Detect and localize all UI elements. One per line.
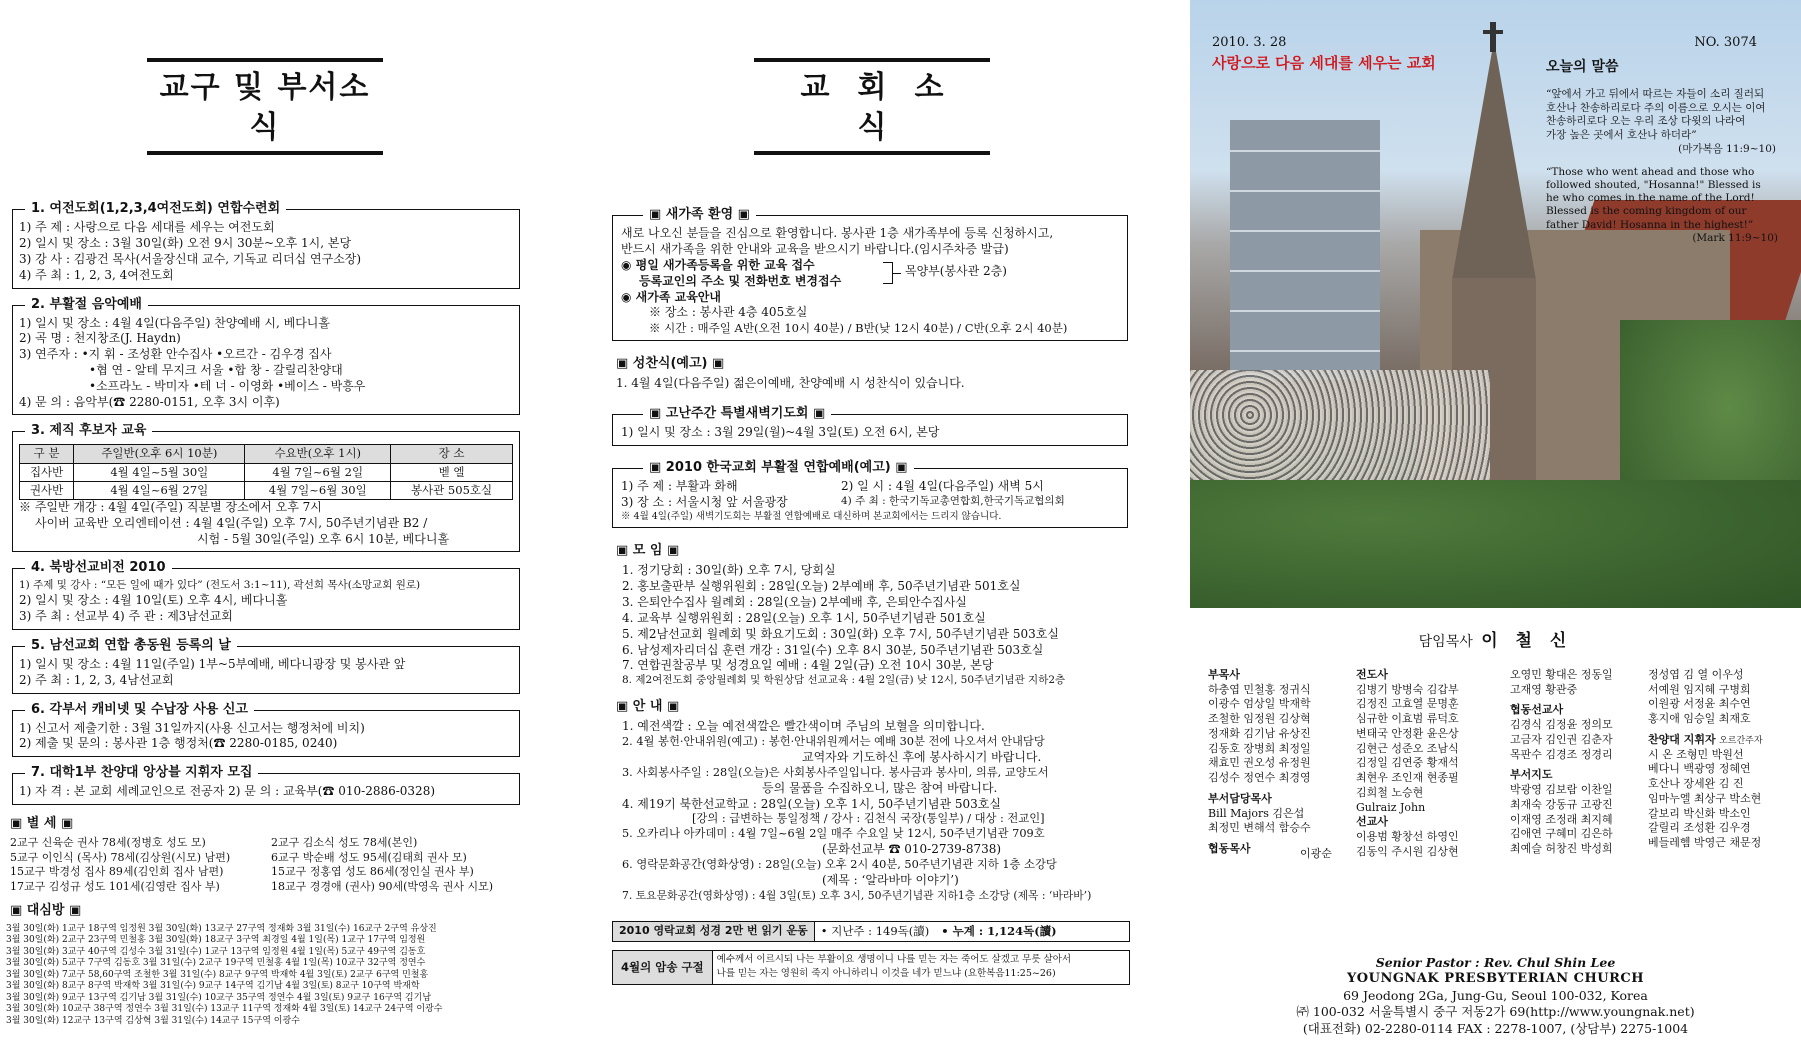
verse-line: 나를 믿는 자는 영원히 죽지 아니하리니 이것을 네가 믿느냐 (요한복음11:25~26) bbox=[716, 968, 1056, 980]
text-row bbox=[621, 495, 1119, 511]
staff-names: 이광수 엄상일 박재학 bbox=[1208, 697, 1311, 711]
section-heading: ▣ 2010 한국교회 부활절 연합예배(예고) ▣ bbox=[643, 459, 914, 476]
bible-reading-week: • 지난주 : 149독(讀) bbox=[820, 924, 930, 939]
table-header: 구 분 bbox=[20, 445, 74, 463]
list-item: 3월 30일(화) 9교구 13구역 김기남 3월 31일(수) 10교구 35구역 정연수 4월 3일(토) 9교구 16구역 김기남 bbox=[6, 992, 432, 1003]
text-line: 1) 신고서 제출기한 : 3월 31일까지(사용 신고서는 행정처에 비치) bbox=[19, 720, 365, 735]
staff-heading: 선교사 bbox=[1356, 815, 1388, 829]
section-heading: 1. 여전도회(1,2,3,4여전도회) 연합수련회 bbox=[25, 200, 286, 217]
text-line: 1) 일시 및 장소 : 3월 29일(월)~4월 3일(토) 오전 6시, 본당 bbox=[621, 425, 940, 440]
text-line: 1. 4월 4일(다음주일) 젊은이예배, 찬양예배 시 성찬식이 있습니다. bbox=[616, 376, 965, 391]
staff-heading: 부서담당목사 bbox=[1208, 791, 1272, 805]
staff-names: 최예슬 허창진 박성희 bbox=[1510, 842, 1613, 856]
staff-heading-organist: 오르간주자 bbox=[1719, 735, 1763, 746]
footer-address-kr: ㈜ 100-032 서울특별시 중구 저동2가 69(http://www.youngnak.net) bbox=[1296, 1004, 1695, 1020]
list-item: 6. 남성제자리더십 훈련 개강 : 31일(수) 오후 8시 30분, 50주년기념관 503호실 bbox=[622, 642, 1044, 657]
staff-column bbox=[1356, 668, 1459, 860]
section-heading: 3. 제직 후보자 교육 bbox=[25, 422, 152, 439]
table-cell: 봉사관 505호실 bbox=[391, 481, 513, 499]
text-line: 2) 일시 및 장소 : 4월 10일(토) 오후 4시, 베다니홀 bbox=[19, 593, 288, 608]
bulletin-number: NO. 3074 bbox=[1694, 35, 1757, 50]
communion-heading: ▣ 성찬식(예고) ▣ bbox=[616, 356, 725, 372]
staff-names: 고금자 김인권 김춘자 bbox=[1510, 732, 1613, 746]
staff-heading: 협동선교사 bbox=[1510, 703, 1564, 717]
bible-reading-box bbox=[612, 921, 1130, 942]
note-line: 시험 - 5월 30일(주일) 오후 6시 10분, 베다니홀 bbox=[197, 531, 450, 546]
list-item: 3월 30일(화) 2교구 23구역 민철홍 3월 30일(화) 18교구 3구역 최경일 4월 1일(목) 1교구 17구역 임정원 bbox=[6, 935, 426, 946]
list-item: 3월 30일(화) 8교구 8구역 박재학 3월 31일(수) 9교구 14구역 김기남 4월 3일(토) 8교구 10구역 박재학 bbox=[6, 981, 420, 992]
section-heading: ▣ 새가족 환영 ▣ bbox=[643, 206, 756, 223]
section-heading: 2. 부활절 음악예배 bbox=[25, 296, 148, 313]
new-family-registration bbox=[621, 258, 1119, 290]
todays-word-korean bbox=[1546, 88, 1776, 156]
text-line: 3) 연주자 : •지 휘 - 조성환 안수집사 •오르간 - 김우경 집사 bbox=[19, 347, 332, 362]
staff-names: 김정일 김연중 황재석 bbox=[1356, 756, 1459, 770]
bulletin-date: 2010. 3. 28 bbox=[1212, 35, 1287, 50]
text-line: 2) 곡 명 : 천지창조(J. Haydn) bbox=[19, 331, 181, 346]
table-cell: 4월 7일~6월 30일 bbox=[245, 481, 391, 499]
staff-names: 갈릴리 조성환 김우경 bbox=[1648, 821, 1751, 835]
text-line: 등록교인의 주소 및 전화번호 변경접수 bbox=[639, 273, 842, 288]
text-line: ◉ 평일 새가족등록을 위한 교육 접수 bbox=[621, 257, 815, 272]
table-cell: 집사반 bbox=[20, 463, 74, 481]
table-cell: 4월 4일~6월 27일 bbox=[74, 481, 245, 499]
text-line: 2) 제출 및 문의 : 봉사관 1층 행정처(☎ 2280-0185, 0240) bbox=[19, 736, 338, 751]
page-title-middle: 교회소식 bbox=[754, 58, 990, 155]
bible-reading-label: 2010 영락교회 성경 2만 번 읽기 운동 bbox=[613, 922, 815, 941]
senior-pastor bbox=[1190, 630, 1801, 652]
list-item: 1. 정기당회 : 30일(화) 오후 7시, 당회실 bbox=[622, 563, 836, 578]
verse-line: 가장 높은 곳에서 호산나 하더라” bbox=[1546, 128, 1697, 141]
staff-names: 호산나 장세완 김 진 bbox=[1648, 777, 1744, 791]
text-line: 3) 강 사 : 김광건 목사(서울장신대 교수, 기독교 리더십 연구소장) bbox=[19, 251, 362, 266]
list-item: 15교구 박경성 집사 89세(김인희 집사 남편) bbox=[10, 865, 224, 879]
list-item: 4. 제19기 북한선교학교 : 28일(오늘) 오후 1시, 50주년기념관 503호실 bbox=[622, 796, 1001, 811]
staff-column bbox=[1510, 668, 1613, 857]
staff-names: 정재화 김기남 유상진 bbox=[1208, 726, 1311, 740]
trees-shape bbox=[1190, 480, 1801, 608]
verse-line: 호산나 찬송하리로다 주의 이름으로 오시는 이여 bbox=[1546, 101, 1766, 114]
todays-word-english bbox=[1546, 166, 1778, 245]
bracket-line bbox=[893, 273, 901, 274]
notices-heading: ▣ 안 내 ▣ bbox=[616, 699, 680, 715]
section-women-retreat bbox=[12, 201, 520, 288]
text-line: 1) 주 제 : 부활과 화해 bbox=[621, 479, 738, 494]
text-line: 4) 문 의 : 음악부(☎ 2280-0151, 오후 3시 이후) bbox=[19, 394, 280, 409]
table-row bbox=[20, 481, 513, 499]
visitation-heading: ▣ 대심방 ▣ bbox=[10, 903, 82, 919]
footer-address-en: 69 Jeodong 2Ga, Jung-Gu, Seoul 100-032, Korea bbox=[1343, 988, 1648, 1004]
staff-names: 김동익 주시원 김상현 bbox=[1356, 844, 1459, 858]
table-header: 수요반(오후 1시) bbox=[245, 445, 391, 463]
pastor-name: 이 철 신 bbox=[1481, 631, 1573, 651]
section-passion-week bbox=[612, 406, 1128, 446]
list-item: 3월 30일(화) 7교구 58,60구역 조철한 3월 31일(수) 8교구 9구역 박재학 4월 3일(토) 2교구 6구역 민철홍 bbox=[6, 969, 429, 980]
staff-names: 변태국 안정환 윤은상 bbox=[1356, 726, 1459, 740]
staff-names: 갈보리 박신화 박소인 bbox=[1648, 806, 1751, 820]
list-item: 7. 연합권찰공부 및 성경요일 예배 : 4월 2일(금) 오전 10시 30분, 본당 bbox=[622, 658, 994, 673]
verse-line: father David! Hosanna in the highest!” bbox=[1546, 218, 1754, 231]
meetings-heading: ▣ 모 임 ▣ bbox=[616, 543, 680, 559]
text-line: 목양부(봉사관 2층) bbox=[905, 263, 1007, 278]
staff-names: 김병기 방병숙 김갑부 bbox=[1356, 682, 1459, 696]
list-item: 등의 물품을 수집하오니, 많은 참여 바랍니다. bbox=[762, 780, 998, 795]
verse-line: “Those who went ahead and those who bbox=[1546, 166, 1755, 178]
note-line: ※ 주일반 개강 : 4월 4일(주일) 직분별 장소에서 오후 7시 bbox=[19, 499, 322, 514]
staff-names: 채효민 권오성 유정원 bbox=[1208, 756, 1311, 770]
list-item: 3월 30일(화) 10교구 38구역 정연수 3월 31일(수) 13교구 11구역 정재화 4월 3일(토) 14교구 24구역 이광수 bbox=[6, 1004, 443, 1015]
verse-line: followed shouted, "Hosanna!" Blessed is bbox=[1546, 179, 1761, 192]
staff-names: 오영민 황대은 정동일 bbox=[1510, 668, 1613, 681]
staff-names: 홍지애 임승일 최재호 bbox=[1648, 712, 1751, 726]
text-line: 1) 자 격 : 본 교회 세례교인으로 전공자 2) 문 의 : 교육부(☎ 010-2886-0328) bbox=[19, 784, 436, 799]
todays-word-title: 오늘의 말씀 bbox=[1546, 59, 1619, 75]
staff-names: 서예원 임지혜 구병희 bbox=[1648, 682, 1751, 696]
list-item: 5. 오카리나 아카데미 : 4월 7일~6월 2일 매주 수요일 낮 12시, 50주년기념관 709호 bbox=[622, 827, 1045, 841]
list-item: 5교구 이인식 (목사) 78세(김상원(시모) 남편) bbox=[10, 850, 231, 864]
memory-verse-label: 4월의 암송 구절 bbox=[613, 951, 713, 984]
text-line: ◉ 새가족 교육안내 bbox=[621, 289, 721, 304]
list-item: 5. 제2남선교회 월례회 및 화요기도회 : 30일(화) 오후 7시, 50주년기념관 503호실 bbox=[622, 626, 1059, 641]
staff-names: 정성엽 김 열 이우성 bbox=[1648, 668, 1744, 681]
building-shape bbox=[1230, 120, 1380, 380]
staff-names: 고재영 황관중 bbox=[1510, 682, 1578, 696]
text-line: 1) 일시 및 장소 : 4월 11일(주일) 1부~5부예배, 베다니광장 및 봉사관 앞 bbox=[19, 656, 406, 671]
staff-names: 박광영 김보람 이찬일 bbox=[1510, 783, 1613, 797]
staff-names: 최정민 변해석 함승수 bbox=[1208, 821, 1311, 835]
staff-names: Bill Majors 김은섭 bbox=[1208, 806, 1305, 820]
section-heading: ▣ 고난주간 특별새벽기도회 ▣ bbox=[643, 405, 831, 422]
list-item: 17교구 김성규 성도 101세(김영란 집사 부) bbox=[10, 879, 220, 893]
staff-names: 김정진 고효열 문명훈 bbox=[1356, 697, 1459, 711]
staff-names: 조철한 임정원 김상혁 bbox=[1208, 712, 1311, 726]
text-line: •소프라노 - 박미자 •테 너 - 이영화 •베이스 - 박흥우 bbox=[89, 378, 366, 393]
pastor-label: 담임목사 bbox=[1418, 634, 1473, 650]
staff-names: 이용범 황창선 하영인 bbox=[1356, 830, 1459, 844]
note-line: 사이버 교육반 오리엔테이션 : 4월 4일(주일) 오후 7시, 50주년기념관 B2 / bbox=[35, 515, 428, 530]
verse-line: 예수께서 이르시되 나는 부활이요 생명이니 나를 믿는 자는 죽어도 살겠고 무릇 살아서 bbox=[716, 954, 1072, 966]
text-line: 2) 주 최 : 1, 2, 3, 4남선교회 bbox=[19, 672, 174, 687]
list-item: 3월 30일(화) 12교구 13구역 김상혁 3월 31일(수) 14교구 15구역 이광수 bbox=[6, 1015, 300, 1026]
table-row bbox=[20, 463, 513, 481]
table-cell: 벧 엘 bbox=[391, 463, 513, 481]
list-item: 2. 홍보출판부 실행위원회 : 28일(오늘) 2부예배 후, 50주년기념관 501호실 bbox=[622, 579, 1021, 594]
list-item: (문화선교부 ☎ 010-2739-8738) bbox=[822, 842, 1002, 857]
list-item: 3. 사회봉사주일 : 28일(오늘)은 사회봉사주일입니다. 봉사금과 봉사미, 의류, 교양도서 bbox=[622, 765, 1049, 779]
obituary-heading: ▣ 별 세 ▣ bbox=[10, 816, 74, 832]
table-cell: 4월 7일~6월 2일 bbox=[245, 463, 391, 481]
text-row bbox=[621, 479, 1119, 495]
list-item: 3. 은퇴안수집사 월례회 : 28일(오늘) 2부예배 후, 은퇴안수집사실 bbox=[622, 595, 967, 610]
church-photo bbox=[1190, 0, 1801, 608]
church-motto: 사랑으로 다음 세대를 세우는 교회 bbox=[1212, 54, 1436, 72]
section-heading: 5. 남선교회 연합 총동원 등록의 날 bbox=[25, 637, 237, 654]
list-item: 6. 영락문화공간(영화상영) : 28일(오늘) 오후 2시 40분, 50주년기념관 지하 1층 소강당 bbox=[622, 858, 1057, 872]
verse-reference: (마가복음 11:9~10) bbox=[1678, 142, 1776, 155]
section-officer-training bbox=[12, 423, 520, 552]
staff-names: 이재영 조정래 최지혜 bbox=[1510, 812, 1613, 826]
staff-names: 임마누엘 최상구 박소현 bbox=[1648, 791, 1762, 805]
section-heading: 4. 북방선교비전 2010 bbox=[25, 559, 172, 576]
section-easter-concert bbox=[12, 296, 520, 416]
footer-church-name: YOUNGNAK PRESBYTERIAN CHURCH bbox=[1347, 971, 1644, 987]
staff-heading: 전도사 bbox=[1356, 668, 1388, 681]
staff-column bbox=[1648, 668, 1763, 851]
meetings-list bbox=[622, 563, 1132, 688]
verse-line: “앞에서 가고 뒤에서 따르는 자들이 소리 질러되 bbox=[1546, 88, 1765, 100]
staff-names: 심규한 이효범 류덕호 bbox=[1356, 712, 1459, 726]
staff-heading: 부목사 bbox=[1208, 668, 1240, 681]
list-item: [강의 : 급변하는 통일정책 / 강사 : 김천식 국장(통일부) / 대상 : 전교인] bbox=[692, 812, 1045, 826]
verse-line: 찬송하리로다 오는 우리 조상 다윗의 나라여 bbox=[1546, 115, 1746, 128]
page-title-left: 교구 및 부서소식 bbox=[147, 58, 383, 155]
footer-pastor: Senior Pastor : Rev. Chul Shin Lee bbox=[1375, 955, 1616, 970]
text-line: 1) 주제 및 강사 : “모든 일에 때가 있다” (전도서 3:1~11), 곽선희 목사(소망교회 원로) bbox=[19, 579, 421, 592]
staff-names: 최재숙 강동규 고광진 bbox=[1510, 797, 1613, 811]
memory-verse-text bbox=[713, 951, 1075, 984]
section-conductor-recruit bbox=[12, 765, 520, 805]
list-item: 2교구 김소식 성도 78세(본인) bbox=[271, 836, 418, 850]
section-heading: 6. 각부서 캐비넷 및 수납장 사용 신고 bbox=[25, 701, 254, 718]
training-table bbox=[19, 444, 513, 500]
text-line: 새로 나오신 분들을 진심으로 환영합니다. 봉사관 1층 새가족부에 등록 신청하시고, bbox=[621, 226, 1054, 241]
text-line: 3) 주 최 : 선교부 4) 주 관 : 제3남선교회 bbox=[19, 609, 233, 624]
verse-line: he who comes in the name of the Lord! bbox=[1546, 192, 1755, 205]
staff-heading: 협동목사 bbox=[1208, 842, 1251, 856]
text-line: 3) 장 소 : 서울시청 앞 서울광장 bbox=[621, 494, 788, 509]
staff-names: 최현우 조인재 현종필 bbox=[1356, 771, 1459, 785]
text-line: 4) 주 최 : 한국기독교총연합회,한국기독교협의회 bbox=[841, 494, 1065, 507]
spire-shape bbox=[1452, 40, 1536, 280]
section-easter-union bbox=[612, 460, 1128, 528]
notices-list bbox=[622, 719, 1132, 903]
text-line: 4) 주 최 : 1, 2, 3, 4여전도회 bbox=[19, 267, 174, 282]
table-cell: 4월 4일~5월 30일 bbox=[74, 463, 245, 481]
list-item: 교역자와 기도하신 후에 봉사하시기 바랍니다. bbox=[802, 750, 1042, 765]
staff-names: 김희철 노승현 bbox=[1356, 785, 1424, 799]
list-item: 3월 30일(화) 1교구 18구역 임정원 3월 30일(화) 13교구 27구역 정재화 3월 31일(수) 16교구 2구역 유상진 bbox=[6, 923, 437, 934]
staff-names: 김애연 구혜미 김은하 bbox=[1510, 827, 1613, 841]
list-item: 3월 30일(화) 5교구 7구역 김동호 3월 31일(수) 2교구 19구역 민철홍 4월 1일(목) 10교구 32구역 정연수 bbox=[6, 958, 426, 969]
staff-names: 김현근 성준오 조남식 bbox=[1356, 741, 1459, 755]
table-header: 장 소 bbox=[391, 445, 513, 463]
section-men-registration bbox=[12, 637, 520, 694]
list-item: 3월 30일(화) 3교구 40구역 김성수 3월 31일(수) 1교구 13구역 임정원 4월 1일(목) 5교구 49구역 김동호 bbox=[6, 946, 426, 957]
visitation-list bbox=[6, 924, 526, 1028]
footer-phone: (대표전화) 02-2280-0114 FAX : 2278-1007, (상담부) 2275-1004 bbox=[1302, 1020, 1689, 1036]
staff-heading: 찬양대 지휘자 bbox=[1648, 732, 1716, 746]
staff-names: Gulraiz John bbox=[1356, 800, 1426, 814]
staff-names: 베들레헴 박영근 채문정 bbox=[1648, 836, 1762, 850]
staff-names: 목판수 김경조 정경리 bbox=[1510, 747, 1613, 761]
section-cabinet-report bbox=[12, 701, 520, 758]
section-heading: 7. 대학1부 찬양대 앙상블 지휘자 모집 bbox=[25, 764, 258, 781]
text-line: ※ 시간 : 매주일 A반(오전 10시 40분) / B반(낮 12시 40분) / C반(오후 2시 40분) bbox=[649, 321, 1068, 336]
staff-names: 하충엽 민철홍 정귀식 bbox=[1208, 682, 1311, 696]
table-cell: 권사반 bbox=[20, 481, 74, 499]
text-line: 2) 일 시 : 4월 4일(다음주일) 새벽 5시 bbox=[841, 479, 1044, 494]
text-line: •협 연 - 알테 무지크 서울 •합 창 - 갈릴리찬양대 bbox=[89, 362, 343, 377]
list-item: 18교구 경경애 (권사) 90세(박영옥 권사 시모) bbox=[271, 879, 494, 893]
cross-icon bbox=[1490, 22, 1496, 52]
staff-names: 이원광 서정윤 최수연 bbox=[1648, 697, 1751, 711]
bible-reading-total: • 누계 : 1,124독(讀) bbox=[941, 924, 1057, 939]
text-line: 2) 일시 및 장소 : 3월 30일(화) 오전 9시 30분~오후 1시, 본당 bbox=[19, 236, 352, 251]
list-item: (제목 : ‘알라바마 이야기’) bbox=[822, 872, 959, 887]
verse-line: Blessed is the coming kingdom of our bbox=[1546, 205, 1747, 218]
list-item: 4. 교육부 실행위원회 : 28일(오늘) 오후 1시, 50주년기념관 501호실 bbox=[622, 610, 986, 625]
staff-names: 시 온 조형민 박원선 bbox=[1648, 747, 1744, 761]
text-line: 1) 일시 및 장소 : 4월 4일(다음주일) 찬양예배 시, 베다니홀 bbox=[19, 315, 330, 330]
list-item: 2교구 신육순 권사 78세(정병호 성도 모) bbox=[10, 836, 206, 850]
note-line: ※ 4월 4일(주일) 새벽기도회는 부활절 연합예배로 대신하며 본교회에서는 드리지 않습니다. bbox=[621, 510, 1002, 522]
left-column bbox=[0, 0, 530, 1027]
verse-reference: (Mark 11:9~10) bbox=[1692, 231, 1778, 244]
church-footer bbox=[1190, 955, 1801, 1037]
list-item: 7. 토요문화공간(영화상영) : 4월 3일(토) 오후 3시, 50주년기념관 지하1층 소강당 (제목 : ‘바라바’) bbox=[622, 888, 1092, 902]
text-line: 1) 주 제 : 사랑으로 다음 세대를 세우는 여전도회 bbox=[19, 220, 275, 235]
staff-names: 이광순 bbox=[1300, 847, 1332, 860]
list-item: 2. 4월 봉헌·안내위원(예고) : 봉헌·안내위원께서는 예배 30분 전에 나오셔서 안내담당 bbox=[622, 735, 1045, 749]
list-item: 15교구 정홍엽 성도 86세(정인실 권사 부) bbox=[271, 865, 474, 879]
list-item: 1. 예전색깔 : 오늘 예전색깔은 빨간색이며 주님의 보혈을 의미합니다. bbox=[622, 719, 985, 734]
staff-names: 베다니 백광영 정혜연 bbox=[1648, 762, 1751, 776]
staff-names: 김성수 정연수 최경영 bbox=[1208, 771, 1311, 785]
obituary-list bbox=[10, 836, 522, 894]
list-item: 6교구 박순배 성도 95세(김태희 권사 모) bbox=[271, 850, 467, 864]
table-header: 주일반(오후 6시 10분) bbox=[74, 445, 245, 463]
bracket bbox=[883, 262, 893, 284]
list-item: 8. 제2여전도회 중앙월례회 및 학원상담 선교교육 : 4월 2일(금) 낮 12시, 50주년기념관 지하2층 bbox=[622, 674, 1066, 687]
staff-names: 김경식 김정윤 정의모 bbox=[1510, 718, 1613, 732]
section-new-family bbox=[612, 207, 1128, 341]
section-north-mission bbox=[12, 560, 520, 630]
middle-column bbox=[612, 0, 1132, 985]
staff-names: 김동호 장병희 최정일 bbox=[1208, 741, 1311, 755]
text-line: ※ 장소 : 봉사관 4층 405호실 bbox=[649, 305, 808, 320]
staff-heading: 부서지도 bbox=[1510, 768, 1553, 782]
memory-verse-box bbox=[612, 950, 1130, 985]
staff-column bbox=[1208, 668, 1311, 857]
text-line: 반드시 새가족을 위한 안내와 교육을 받으시기 바랍니다.(임시주차증 발급) bbox=[621, 242, 1009, 257]
